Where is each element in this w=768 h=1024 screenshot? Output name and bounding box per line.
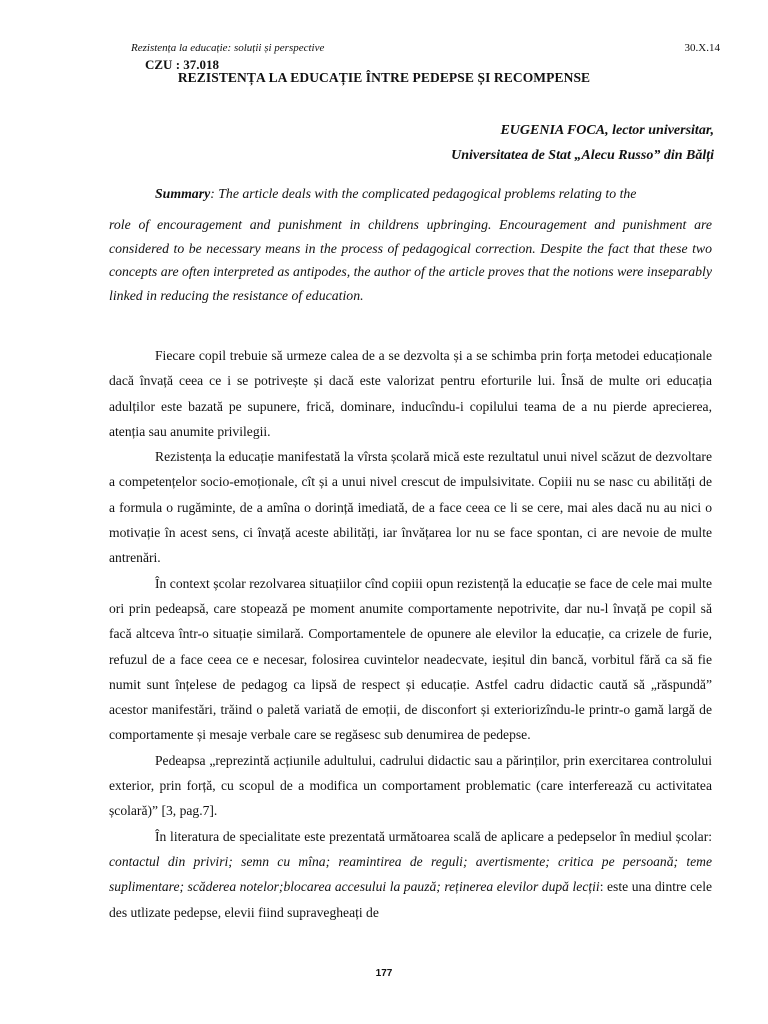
running-header [131,42,720,54]
paragraph-5 [109,824,712,925]
punishment-scale-list: contactul din priviri; semn cu mîna; reamintirea de reguli; avertismente; critica pe persoană; teme suplimentare; scăderea notelor;blocarea accesului la pauză; reținerea elevilor după lecții [109,853,712,895]
paragraph-4: Pedeapsa „reprezintă acțiunile adultului, cadrului didactic sau a părinților, prin exercitarea controlului exterior, prin forță, cu scopul de a modifica un comportament problematic (care interferează cu activitatea școlară)” [3, pag.7]. [109,752,712,819]
author-name: EUGENIA FOCA, lector universitar, [500,123,714,138]
header-date: 30.X.14 [684,42,720,54]
running-title: Rezistența la educație: soluții și perspective [131,42,325,54]
summary-first-line [109,182,712,205]
paragraph-1: Fiecare copil trebuie să urmeze calea de a se dezvolta și a se schimba prin forța metodei educaționale dacă învață ceea ce i se potrivește și dacă este valorizat pentru eforturile lui. Însă de multe ori educația adulților este bazată pe supunere, frică, dominare, inducîndu-i copilului teama de a nu pierde aprecierea, atenția sau anumite privilegii. [109,348,712,439]
paragraph-5-start: În literatura de specialitate este prezentată următoarea scală de aplicare a pedepselor în mediul școlar: [155,828,712,844]
paragraph-3: În context școlar rezolvarea situațiilor cînd copiii opun rezistență la educație se face de cele mai multe ori prin pedeapsă, care stopează pe moment anumite comportamente nepotrivite, dar nu-l învață pe copil să facă altceva într-o situație similară. Comportamentele de opunere ale elevilor la educație, ca crizele de furie, refuzul de a face ceea ce e necesar, folosirea cuvintelor neadecvate, ieșitul din bancă, vorbitul fără ca să fie numit sunt înțelese de pedagog ca lipsă de respect și educație. Astfel cadru didactic caută să „răspundă” acestor manifestări, trăind o paletă variată de emoții, de disconfort și exteriorizîndu-le printr-o gamă largă de comportamente și mesaje verbale care se regăsesc sub denumirea de pedepse. [109,575,712,743]
paragraph-5-end: : este una dintre cele des utlizate pedepse, elevii fiind supravegheați de [109,879,713,920]
summary-block [109,182,712,307]
page-number: 177 [375,968,393,979]
article-title: REZISTENȚA LA EDUCAȚIE ÎNTRE PEDEPSE ȘI RECOMPENSE [177,70,591,85]
author-affiliation: Universitatea de Stat „Alecu Russo” din Bălți [451,148,714,163]
summary-label: Summary [155,186,211,201]
paragraph-2: Rezistența la educație manifestată la vîrsta școlară mică este rezultatul unui nivel scăzut de dezvoltare a competențelor socio-emoționale, cît și a unui nivel crescut de impulsivitate. Copiii nu se nasc cu abilități de a formula o rugăminte, de a amîna o dorință imediată, de a face ceea ce li se cere, mai ales dacă nu au nici o motivație în acest sens, ci învață aceste abilități, iar învățarea lor nu se face spontan, ci are nevoie de multe antrenări. [109,449,712,566]
summary-text: role of encouragement and punishment in childrens upbringing. Encouragement and punishment are considered to be necessary means in the process of pedagogical correction. Despite the fact that these two concepts are often interpreted as antipodes, the author of the article proves that the notions were inseparably linked in reducing the resistance of education. [109,217,713,303]
czu-code: CZU : 37.018 [145,57,220,72]
article-body [109,343,712,925]
summary-line1: : The article deals with the complicated pedagogical problems relating to the [210,186,637,201]
